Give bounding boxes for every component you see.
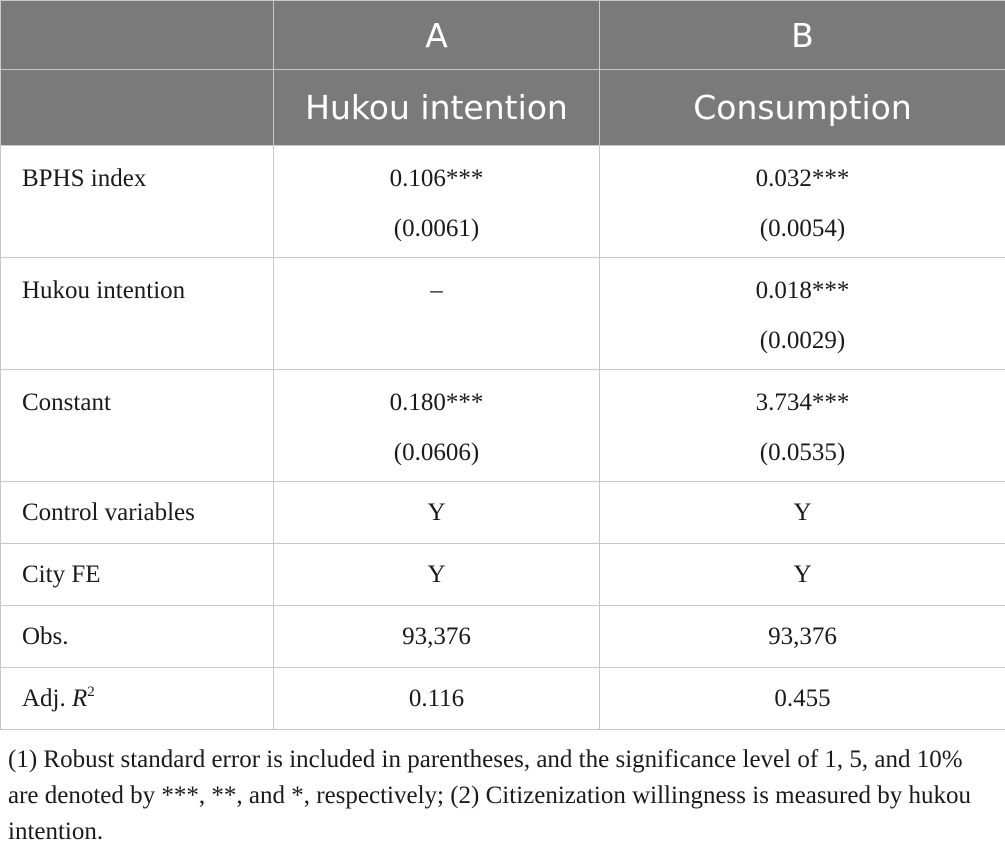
table-row bbox=[1, 668, 1005, 730]
table-body bbox=[1, 146, 1005, 730]
cell-b: 0.032*** (0.0054) bbox=[600, 146, 1005, 258]
table-row bbox=[1, 258, 1005, 370]
cell-a: Y bbox=[274, 544, 600, 606]
row-label: Obs. bbox=[1, 606, 274, 668]
table-row bbox=[1, 606, 1005, 668]
row-label: Constant bbox=[1, 370, 274, 482]
cell-b: 0.018*** (0.0029) bbox=[600, 258, 1005, 370]
cell-b: 0.455 bbox=[600, 668, 1005, 730]
header-corner-bottom bbox=[1, 70, 274, 146]
table-row bbox=[1, 482, 1005, 544]
row-label: Control variables bbox=[1, 482, 274, 544]
cell-b: Y bbox=[600, 544, 1005, 606]
header-corner-top bbox=[1, 1, 274, 70]
cell-b: 93,376 bbox=[600, 606, 1005, 668]
header-title-b: Consumption bbox=[600, 70, 1005, 146]
header-letter-a: A bbox=[274, 1, 600, 70]
cell-a: 93,376 bbox=[274, 606, 600, 668]
row-label: City FE bbox=[1, 544, 274, 606]
cell-a: – bbox=[274, 258, 600, 370]
table-header bbox=[1, 1, 1005, 146]
cell-b: 3.734*** (0.0535) bbox=[600, 370, 1005, 482]
header-title-a: Hukou intention bbox=[274, 70, 600, 146]
header-letter-b: B bbox=[600, 1, 1005, 70]
cell-b: Y bbox=[600, 482, 1005, 544]
table-row bbox=[1, 544, 1005, 606]
table-footnote: (1) Robust standard error is included in parentheses, and the significance level of 1, 5, and 10% are denoted by ***, **, and *, respectively; (2) Citizenization willingness is measured by hukou intention. bbox=[8, 746, 971, 845]
table-row bbox=[1, 146, 1005, 258]
row-label: Hukou intention bbox=[1, 258, 274, 370]
cell-a: Y bbox=[274, 482, 600, 544]
row-label: Adj. $R^2$ bbox=[1, 668, 274, 730]
row-label: BPHS index bbox=[1, 146, 274, 258]
cell-a: 0.106*** (0.0061) bbox=[274, 146, 600, 258]
cell-a: 0.116 bbox=[274, 668, 600, 730]
table-row bbox=[1, 370, 1005, 482]
cell-a: 0.180*** (0.0606) bbox=[274, 370, 600, 482]
